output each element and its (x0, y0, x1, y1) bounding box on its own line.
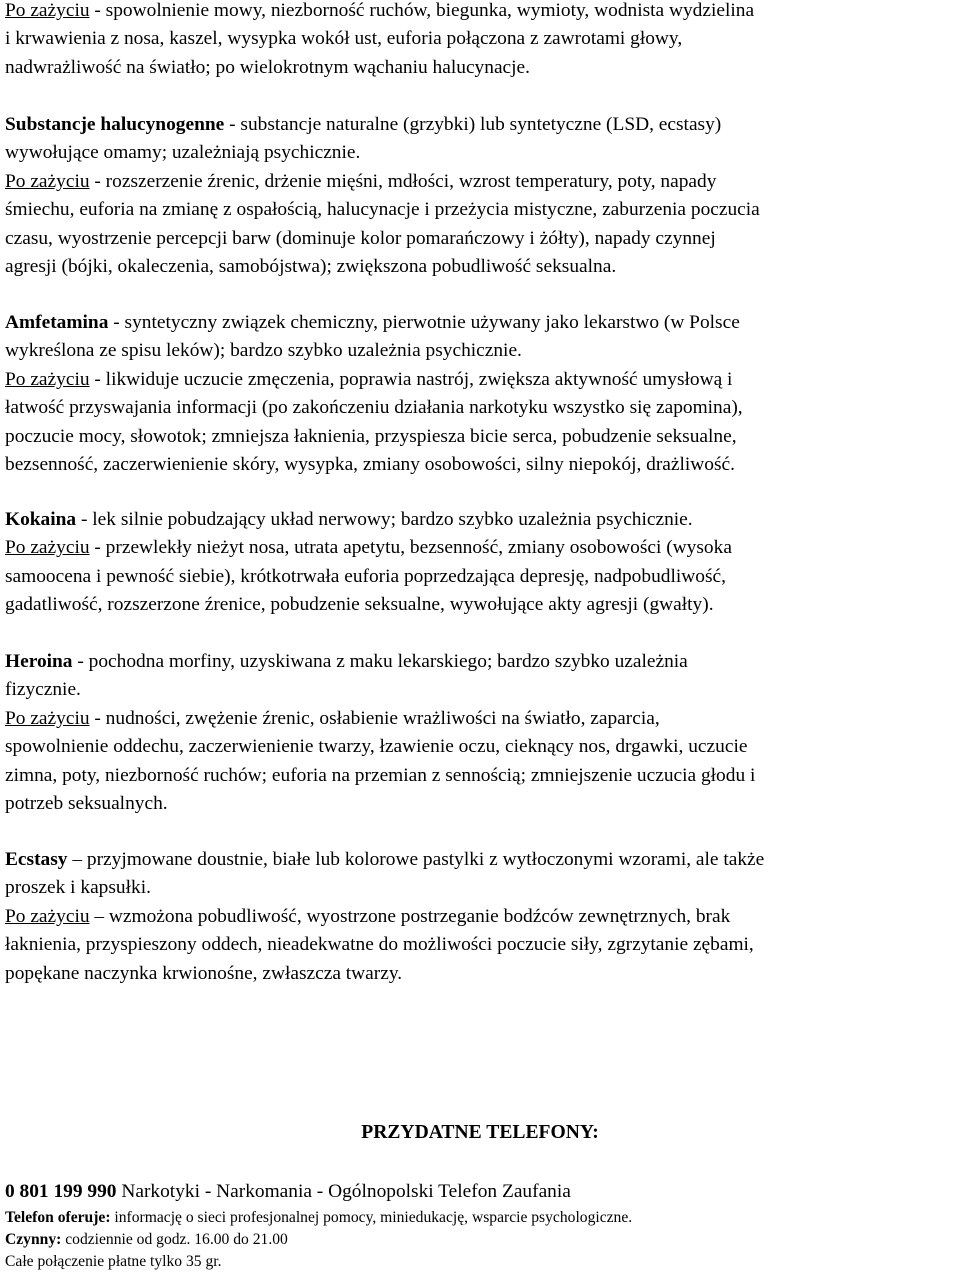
definition-line: wykreślona ze spisu leków); bardzo szybko uzależnia psychicznie. (5, 340, 522, 362)
effects-line: śmiechu, euforia na zmianę z ospałością, halucynacje i przeżycia mistyczne, zaburzenia poczucia (5, 199, 760, 221)
effects-label: Po zażyciu (5, 707, 90, 729)
effects-label: Po zażyciu (5, 0, 90, 21)
effects-line: agresji (bójki, okaleczenia, samobójstwa); zwiększona pobudliwość seksualna. (5, 256, 617, 278)
term: Kokaina (5, 509, 77, 530)
phone-cost: Całe połączenie płatne tylko 35 gr. (5, 1253, 222, 1270)
definition-line: wywołujące omamy; uzależniają psychicznie. (5, 142, 361, 164)
effects-line: Po zażyciu - rozszerzenie źrenic, drżenie mięśni, mdłości, wzrost temperatury, poty, napady (5, 170, 717, 192)
effects-line: popękane naczynka krwionośne, zwłaszcza twarzy. (5, 962, 403, 984)
intro-line-1: Po zażyciu - spowolnienie mowy, niezborność ruchów, biegunka, wymioty, wodnista wydzielina (5, 0, 755, 21)
effects-label: Po zażyciu (5, 905, 90, 927)
definition-line: Heroina - pochodna morfiny, uzyskiwana z maku lekarskiego; bardzo szybko uzależnia (5, 651, 688, 672)
effects-line: Po zażyciu - przewlekły nieżyt nosa, utrata apetytu, bezsenność, zmiany osobowości (wysoka (5, 537, 732, 559)
effects-line: Po zażyciu - likwiduje uczucie zmęczenia, poprawia nastrój, zwiększa aktywność umysłową i (5, 368, 733, 390)
effects-line: Po zażyciu – wzmożona pobudliwość, wyostrzone postrzeganie bodźców zewnętrznych, brak (5, 905, 731, 927)
effects-line: łaknienia, przyspieszony oddech, nieadekwatne do możliwości poczucie siły, zgrzytanie zębami, (5, 934, 754, 956)
effects-line: spowolnienie oddechu, zaczerwienienie twarzy, łzawienie oczu, cieknący nos, drgawki, uczucie (5, 736, 748, 758)
definition-line: Amfetamina - syntetyczny związek chemiczny, pierwotnie używany jako lekarstwo (w Polsce (5, 312, 740, 333)
effects-label: Po zażyciu (5, 170, 90, 192)
effects-line: łatwość przyswajania informacji (po zakończeniu działania narkotyku wszystko się zapomina), (5, 397, 743, 419)
phone-details (5, 1207, 632, 1273)
definition-line: Substancje halucynogenne - substancje naturalne (grzybki) lub syntetyczne (LSD, ecstasy) (5, 114, 722, 135)
term: Heroina (5, 651, 73, 672)
section-heroin (5, 648, 755, 818)
term: Ecstasy (5, 849, 68, 870)
effects-line: gadatliwość, rozszerzone źrenice, pobudzenie seksualne, wywołujące akty agresji (gwałty). (5, 594, 714, 616)
definition-line: Ecstasy – przyjmowane doustnie, białe lub kolorowe pastylki z wytłoczonymi wzorami, ale także (5, 849, 765, 870)
term: Substancje halucynogenne (5, 114, 225, 135)
section-amphetamine (5, 309, 743, 479)
phone-entry (5, 1179, 571, 1205)
effects-line: samoocena i pewność siebie), krótkotrwała euforia poprzedzająca depresję, nadpobudliwość, (5, 565, 726, 587)
effects-line: poczucie mocy, słowotok; zmniejsza łaknienia, przyspiesza bicie serca, pobudzenie seksualne, (5, 425, 737, 447)
phone-number[interactable]: 0 801 199 990 (5, 1181, 117, 1202)
intro-line-2: i krwawienia z nosa, kaszel, wysypka wokół ust, euforia połączona z zawrotami głowy, (5, 28, 683, 50)
intro-line-3: nadwrażliwość na światło; po wielokrotnym wąchaniu halucynacje. (5, 56, 530, 78)
definition-line: Kokaina - lek silnie pobudzający układ nerwowy; bardzo szybko uzależnia psychicznie. (5, 509, 693, 530)
phones-heading: PRZYDATNE TELEFONY: (361, 1122, 599, 1143)
phone-offer: Telefon oferuje: informację o sieci profesjonalnej pomocy, miniedukację, wsparcie psychologiczne. (5, 1209, 633, 1226)
term: Amfetamina (5, 312, 109, 333)
section-hallucinogens (5, 111, 760, 281)
effects-line: Po zażyciu - nudności, zwężenie źrenic, osłabienie wrażliwości na światło, zaparcia, (5, 707, 660, 729)
effects-label: Po zażyciu (5, 368, 90, 390)
effects-line: bezsenność, zaczerwienienie skóry, wysypka, zmiany osobowości, silny niepokój, drażliwość. (5, 454, 735, 476)
section-ecstasy (5, 846, 764, 988)
definition-line: proszek i kapsułki. (5, 877, 151, 899)
intro-block (5, 0, 754, 82)
section-cocaine (5, 506, 732, 620)
phone-hours: Czynny: codziennie od godz. 16.00 do 21.00 (5, 1231, 288, 1248)
effects-line: czasu, wyostrzenie percepcji barw (dominuje kolor pomarańczowy i żółty), napady czynnej (5, 227, 716, 249)
definition-line: fizycznie. (5, 679, 81, 701)
phone-name: Narkotyki - Narkomania - Ogólnopolski Telefon Zaufania (116, 1181, 571, 1202)
effects-line: potrzeb seksualnych. (5, 793, 168, 815)
effects-label: Po zażyciu (5, 537, 90, 559)
effects-line: zimna, poty, niezborność ruchów; euforia na przemian z sennością; zmniejszenie uczucia głodu i (5, 764, 756, 786)
